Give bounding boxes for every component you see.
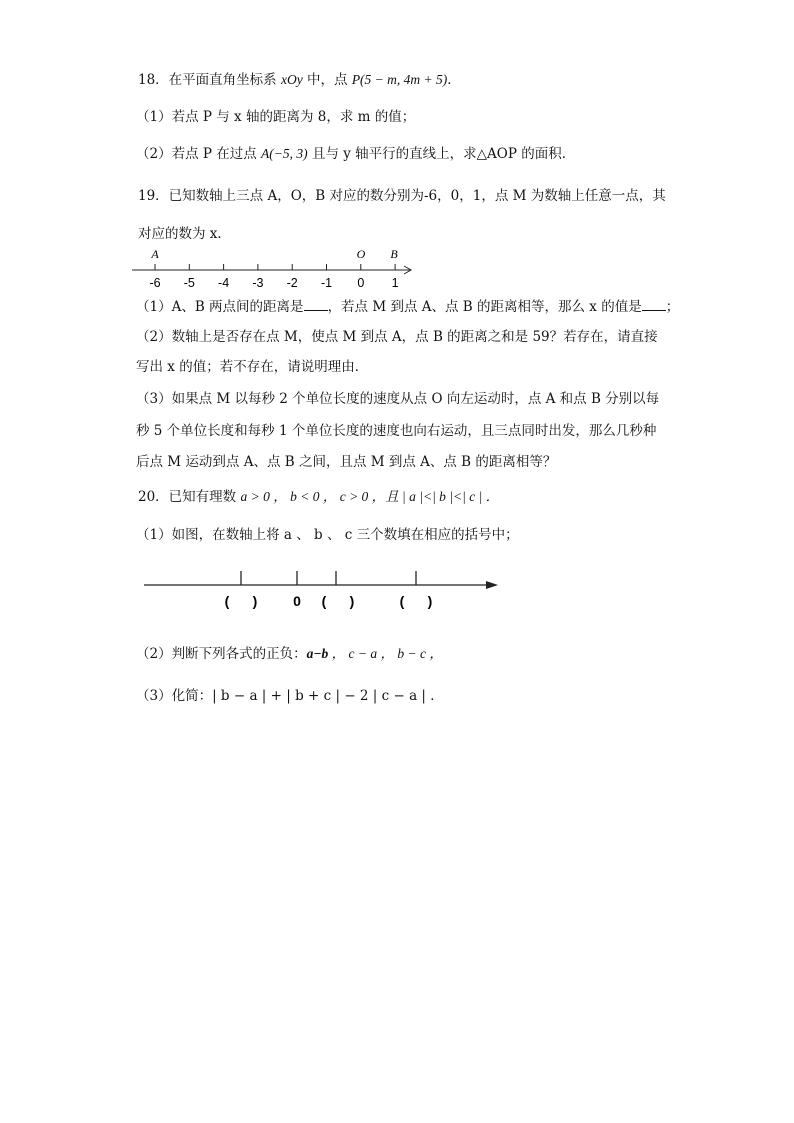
q19-stem-line2: 对应的数为 x． xyxy=(138,226,231,242)
q19-tick-label: -3 xyxy=(252,276,264,290)
q19-part3-line1: （3）如果点 M 以每秒 2 个单位长度的速度从点 O 向左运动时，点 A 和点 B 分别以每 xyxy=(136,391,660,407)
q19-part2-line2: 写出 x 的值；若不存在，请说明理由． xyxy=(136,359,369,375)
q18-part1: （1）若点 P 与 x 轴的距离为 8，求 m 的值； xyxy=(136,109,416,125)
q20-expr-a-minus-b: a−b xyxy=(306,646,329,661)
q20-part2 xyxy=(136,645,443,663)
q19-tick-label: 1 xyxy=(391,276,399,290)
q20-stem xyxy=(138,488,499,506)
q19-part3-line2: 秒 5 个单位长度和每秒 1 个单位长度的速度也向右运动，且三点同时出发，那么几秒种 xyxy=(136,423,657,439)
q20-part3 xyxy=(136,687,444,705)
q19-label-a: A xyxy=(151,247,159,261)
q18-part2-pre: （2）若点 P 在过点 xyxy=(136,146,262,162)
q20-part2-exprs: ， c − a ， b − c ， xyxy=(328,646,443,661)
q19-number-line xyxy=(128,240,428,292)
q18-stem-mid: 中，点 xyxy=(302,72,352,88)
q20-bracket-2[interactable]: ( ) xyxy=(321,593,355,609)
q19-stem-line1: 19．已知数轴上三点 A，O，B 对应的数分别为-6，0，1，点 M 为数轴上任意一点，其 xyxy=(138,188,666,204)
q18-part2 xyxy=(136,145,575,163)
q19-blank-1[interactable] xyxy=(304,298,328,311)
q20-axis-arrow xyxy=(486,581,498,589)
q20-part1: （1）如图，在数轴上将 a 、 b 、 c 三个数填在相应的括号中； xyxy=(136,527,519,543)
q19-tick-label: -5 xyxy=(183,276,195,290)
q20-part2-pre: （2）判断下列各式的正负： xyxy=(136,646,307,662)
q18-point-a: A(−5, 3) xyxy=(261,146,308,161)
q18-point-p: P(5 − m, 4m + 5) xyxy=(351,72,448,87)
q19-part1-b: ，若点 M 到点 A、点 B 的距离相等，那么 x 的值是 xyxy=(327,299,642,315)
q19-part3-line3: 后点 M 运动到点 A、点 B 之间，且点 M 到点 A、点 B 的距离相等？ xyxy=(136,454,557,470)
q20-bracket-1[interactable]: ( ) xyxy=(224,593,258,609)
q20-number-line xyxy=(140,564,510,614)
q19-tick-label: -6 xyxy=(149,276,161,290)
q19-blank-2[interactable] xyxy=(642,298,666,311)
q19-part1-a: （1）A、B 两点间的距离是 xyxy=(136,299,304,315)
q19-tick-label: -2 xyxy=(286,276,298,290)
q18-stem-text: 18．在平面直角坐标系 xyxy=(138,72,281,88)
q20-condition: a > 0 ， b < 0 ， c > 0 ，且 | a |<| b |<| c | ． xyxy=(240,489,500,504)
q18-stem xyxy=(138,71,461,89)
q19-tick-label: -4 xyxy=(218,276,230,290)
q20-part3-text: （3）化简：| b − a | + | b + c | − 2 | c − a | ． xyxy=(136,688,444,704)
q19-part2-line1: （2）数轴上是否存在点 M，使点 M 到点 A，点 B 的距离之和是 59？若存在，请直接 xyxy=(136,329,658,345)
q19-tick-label: -1 xyxy=(320,276,333,290)
q19-part1 xyxy=(136,298,679,316)
q20-bracket-3[interactable]: ( ) xyxy=(399,593,433,609)
q20-stem-pre: 20．已知有理数 xyxy=(138,489,241,505)
q19-label-b: B xyxy=(390,247,398,261)
q19-label-o: O xyxy=(356,247,366,261)
q20-zero-label: 0 xyxy=(293,593,301,609)
q18-part2-post: 且与 y 轴平行的直线上，求△AOP 的面积． xyxy=(307,146,576,162)
q19-part1-c: ； xyxy=(665,299,680,315)
q18-coord-system: xOy xyxy=(280,72,303,87)
q18-stem-end: ． xyxy=(447,72,461,88)
q19-tick-label: 0 xyxy=(357,276,365,290)
